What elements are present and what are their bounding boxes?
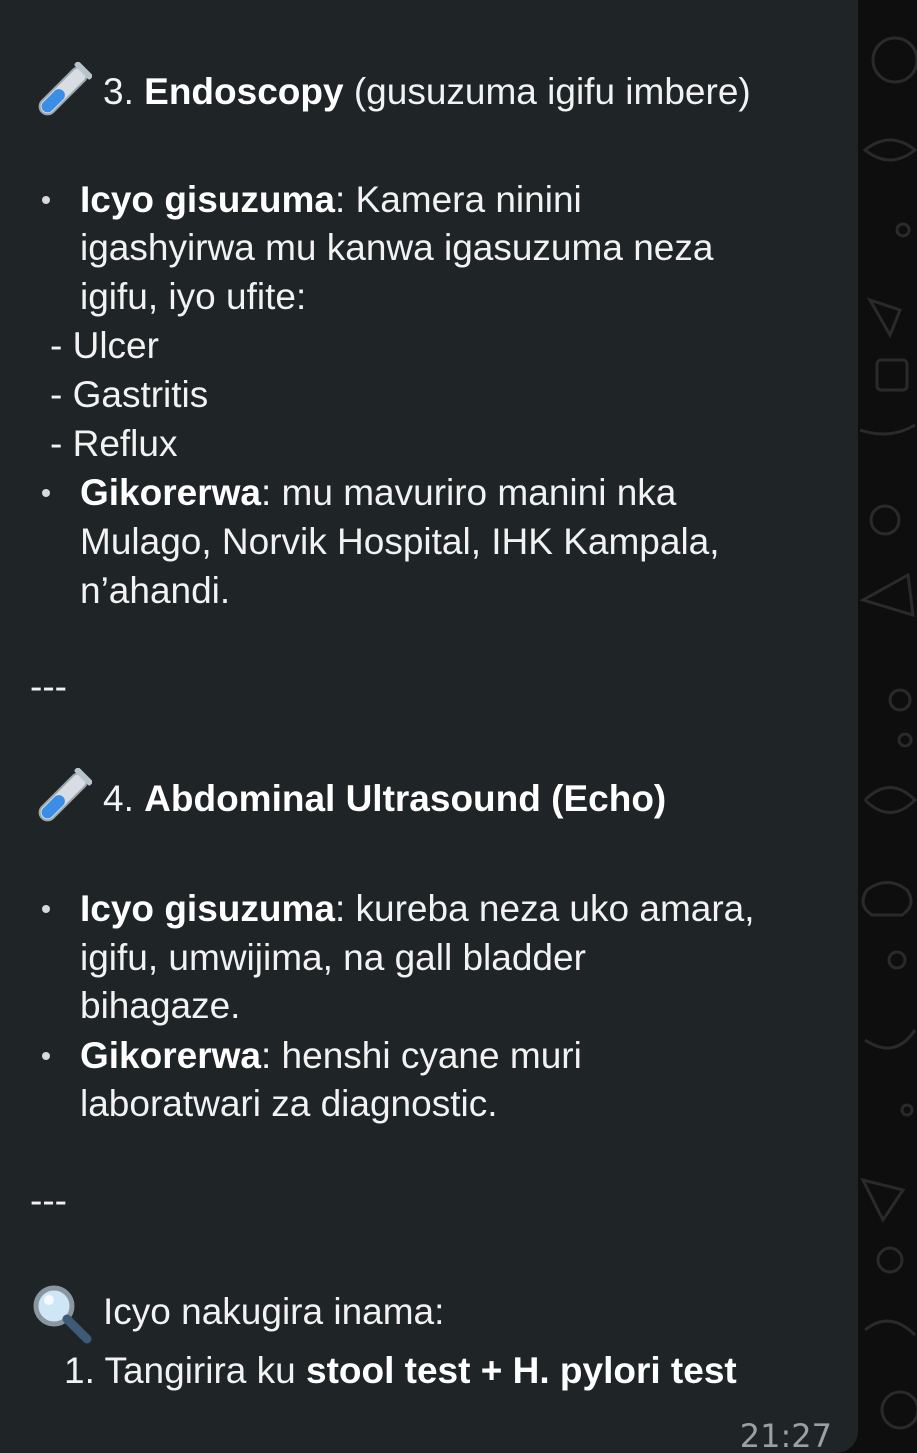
- section-3-title-rest: (gusuzuma igifu imbere): [353, 71, 751, 112]
- section-3-bullet-1-text: : Kamera ninini: [334, 179, 582, 220]
- section-3-title-bold: Endoscopy: [144, 71, 344, 112]
- section-4-bullet-1-label: Icyo gisuzuma: [80, 888, 335, 929]
- wallpaper-doodles: [855, 0, 917, 1453]
- advice-heading: Icyo nakugira inama:: [103, 1291, 445, 1332]
- section-4-bullet-2-label: Gikorerwa: [80, 1035, 261, 1076]
- advice-item-1-bold: stool test + H. pylori test: [306, 1350, 737, 1391]
- advice-item-1-prefix: 1. Tangirira ku: [64, 1350, 306, 1391]
- divider: ---: [30, 1180, 67, 1221]
- section-4-title-bold: Abdominal Ultrasound (Echo): [144, 778, 667, 819]
- bullet-dot: [42, 905, 50, 913]
- section-3-number: 3.: [103, 71, 134, 112]
- section-3-bullet-2-label: Gikorerwa: [80, 472, 261, 513]
- test-tube-icon: [30, 62, 92, 124]
- section-3-bullet-2-line-1: [80, 469, 676, 517]
- section-4-bullet-1-text: : kureba neza uko amara,: [334, 888, 755, 929]
- section-4-title: [103, 775, 666, 823]
- bullet-dot: [42, 489, 50, 497]
- section-3-bullet-2-line-3: n’ahandi.: [80, 570, 231, 611]
- section-3-title: [103, 68, 751, 116]
- section-3-bullet-1-line-1: [80, 176, 582, 224]
- section-3-bullet-2-text: : mu mavuriro manini nka: [260, 472, 677, 513]
- test-tube-icon: [30, 768, 92, 830]
- section-3-bullet-1-line-3: igifu, iyo ufite:: [80, 276, 307, 317]
- magnifying-glass-icon: [30, 1282, 92, 1344]
- message-timestamp: 21:27: [739, 1417, 832, 1453]
- section-4-bullet-2-line-1: [80, 1032, 582, 1080]
- section-4-bullet-1-line-1: [80, 885, 755, 933]
- advice-item-1: [64, 1347, 737, 1395]
- bullet-dot: [42, 1052, 50, 1060]
- sub-item-reflux: - Reflux: [50, 423, 178, 464]
- section-4-bullet-2-line-2: laboratwari za diagnostic.: [80, 1083, 498, 1124]
- bullet-dot: [42, 196, 50, 204]
- divider: ---: [30, 666, 67, 707]
- section-3-bullet-1-line-2: igashyirwa mu kanwa igasuzuma neza: [80, 227, 714, 268]
- section-4-bullet-1-line-2: igifu, umwijima, na gall bladder: [80, 937, 586, 978]
- section-4-bullet-2-text: : henshi cyane muri: [260, 1035, 582, 1076]
- section-4-number: 4.: [103, 778, 134, 819]
- sub-item-ulcer: - Ulcer: [50, 325, 159, 366]
- section-3-bullet-1-label: Icyo gisuzuma: [80, 179, 335, 220]
- sub-item-gastritis: - Gastritis: [50, 374, 209, 415]
- section-4-bullet-1-line-3: bihagaze.: [80, 985, 241, 1026]
- section-3-bullet-2-line-2: Mulago, Norvik Hospital, IHK Kampala,: [80, 521, 720, 562]
